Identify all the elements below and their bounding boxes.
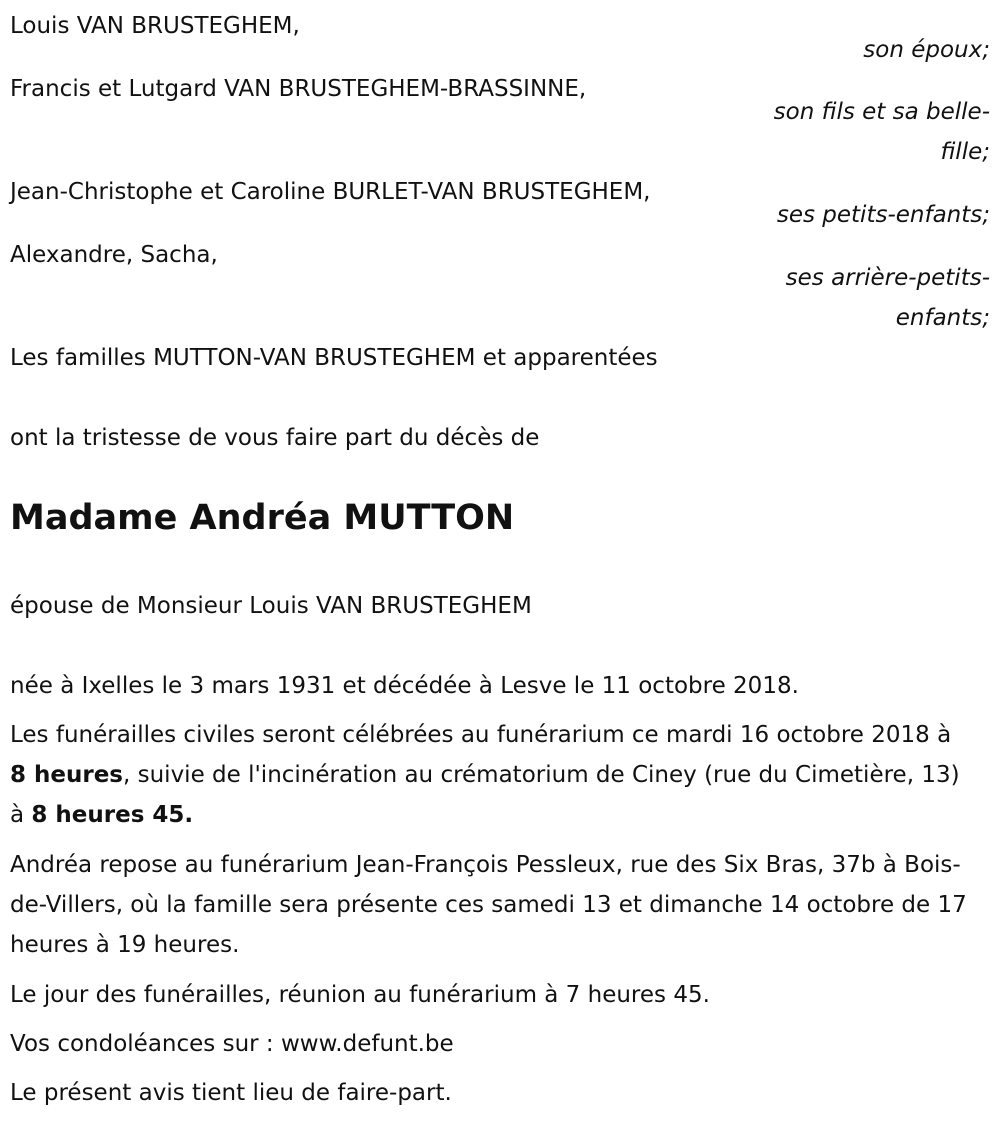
families-line: Les familles MUTTON-VAN BRUSTEGHEM et apparentées [10,345,658,371]
closing-line: Le présent avis tient lieu de faire-part. [10,1080,452,1106]
announcement-line: ont la tristesse de vous faire part du décès de [10,425,540,451]
funeral-paragraph [10,715,970,835]
birth-death-line: née à Ixelles le 3 mars 1931 et décédée à Lesve le 11 octobre 2018. [10,673,799,699]
cremation-time: 8 heures 45. [31,802,194,828]
spouse-line: épouse de Monsieur Louis VAN BRUSTEGHEM [10,593,532,619]
family-member-relation: son époux; [863,37,990,63]
funeral-text: , suivie de l'incinération au crématorium de Ciney (rue du Cimetière, 13) à [10,762,960,828]
family-member-name: Alexandre, Sacha, [10,242,218,268]
family-member-relation: ses petits-enfants; [776,202,990,228]
family-member-relation: fille; [940,139,990,165]
family-member-relation: enfants; [895,305,990,331]
gathering-line: Le jour des funérailles, réunion au funérarium à 7 heures 45. [10,982,710,1008]
family-member-relation: ses arrière-petits- [785,265,990,291]
rest-info-paragraph: Andréa repose au funérarium Jean-François Pessleux, rue des Six Bras, 37b à Bois-de-Villers, où la famille sera présente ces samedi 13 et dimanche 14 octobre de 17 heures à 19 heures. [10,852,967,958]
funeral-time: 8 heures [10,762,123,788]
family-member-name: Francis et Lutgard VAN BRUSTEGHEM-BRASSINNE, [10,76,587,102]
family-member-name: Jean-Christophe et Caroline BURLET-VAN BRUSTEGHEM, [10,179,651,205]
funeral-text: Les funérailles civiles seront célébrées au funérarium ce mardi 16 octobre 2018 à [10,722,952,748]
deceased-name: Madame Andréa MUTTON [10,498,515,538]
family-member-name: Louis VAN BRUSTEGHEM, [10,13,300,39]
condolences-line: Vos condoléances sur : www.defunt.be [10,1031,454,1057]
family-member-relation: son fils et sa belle- [773,99,990,125]
